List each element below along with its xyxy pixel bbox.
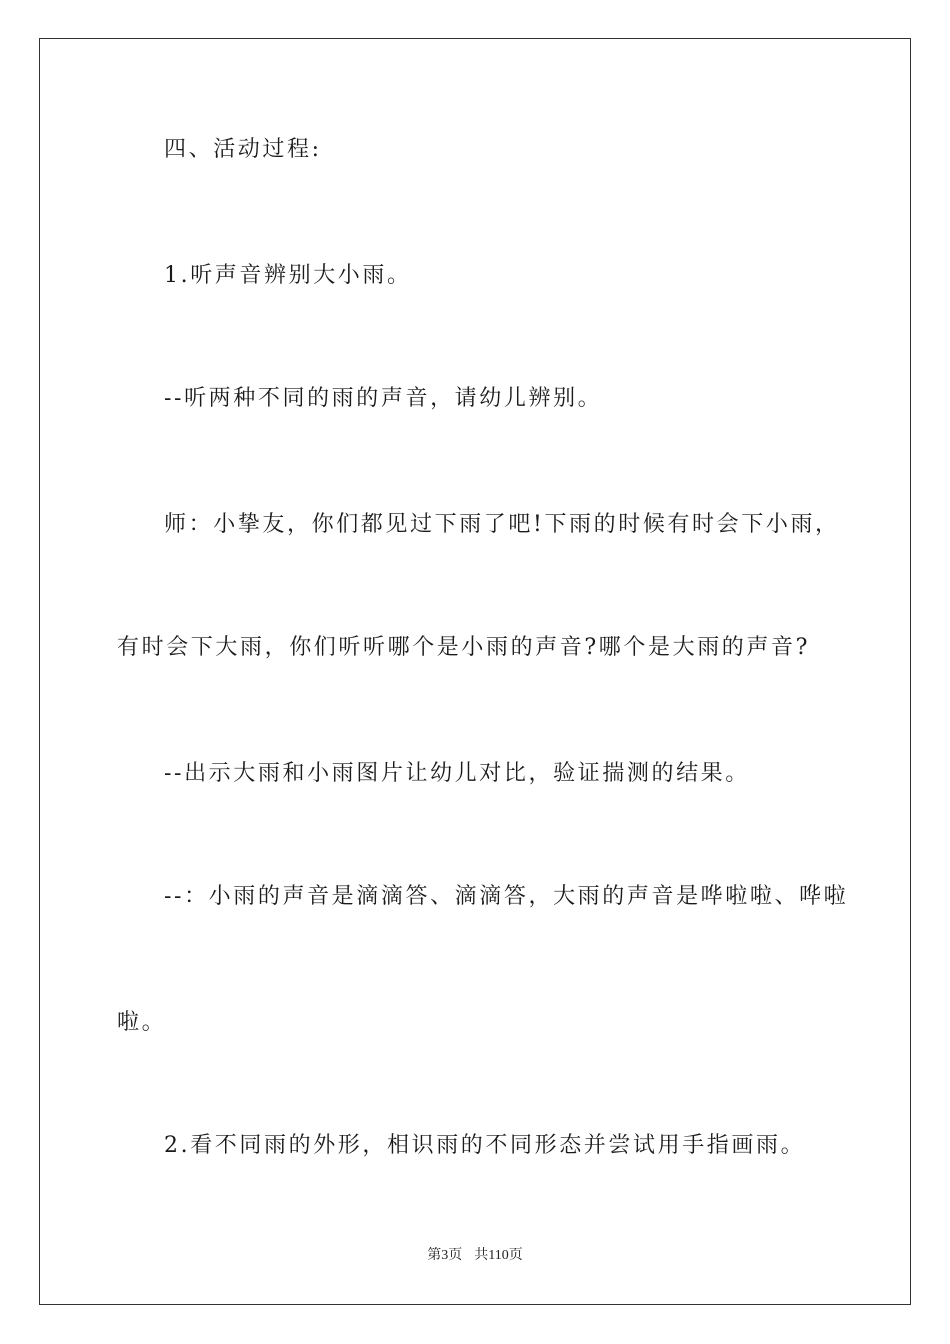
section-heading: 四、活动过程: <box>164 137 322 162</box>
paragraph-line: --出示大雨和小雨图片让幼儿对比，验证揣测的结果。 <box>164 761 750 786</box>
page-total: 共110页 <box>474 1248 523 1263</box>
paragraph-step-1: 1.听声音辨别大小雨。 <box>164 263 412 288</box>
paragraph-line: 有时会下大雨，你们听听哪个是小雨的声音?哪个是大雨的声音? <box>117 635 810 660</box>
paragraph-step-2: 2.看不同雨的外形，相识雨的不同形态并尝试用手指画雨。 <box>164 1133 806 1158</box>
paragraph-line: --听两种不同的雨的声音，请幼儿辨别。 <box>164 386 603 411</box>
paragraph-line: 啦。 <box>117 1010 167 1035</box>
page-number: 第3页 <box>427 1248 463 1263</box>
page-border <box>39 38 911 1305</box>
paragraph-line: --：小雨的声音是滴滴答、滴滴答，大雨的声音是哗啦啦、哗啦 <box>164 884 849 909</box>
paragraph-line: 师：小挚友，你们都见过下雨了吧!下雨的时候有时会下小雨， <box>164 512 840 537</box>
page-footer <box>0 1246 950 1266</box>
